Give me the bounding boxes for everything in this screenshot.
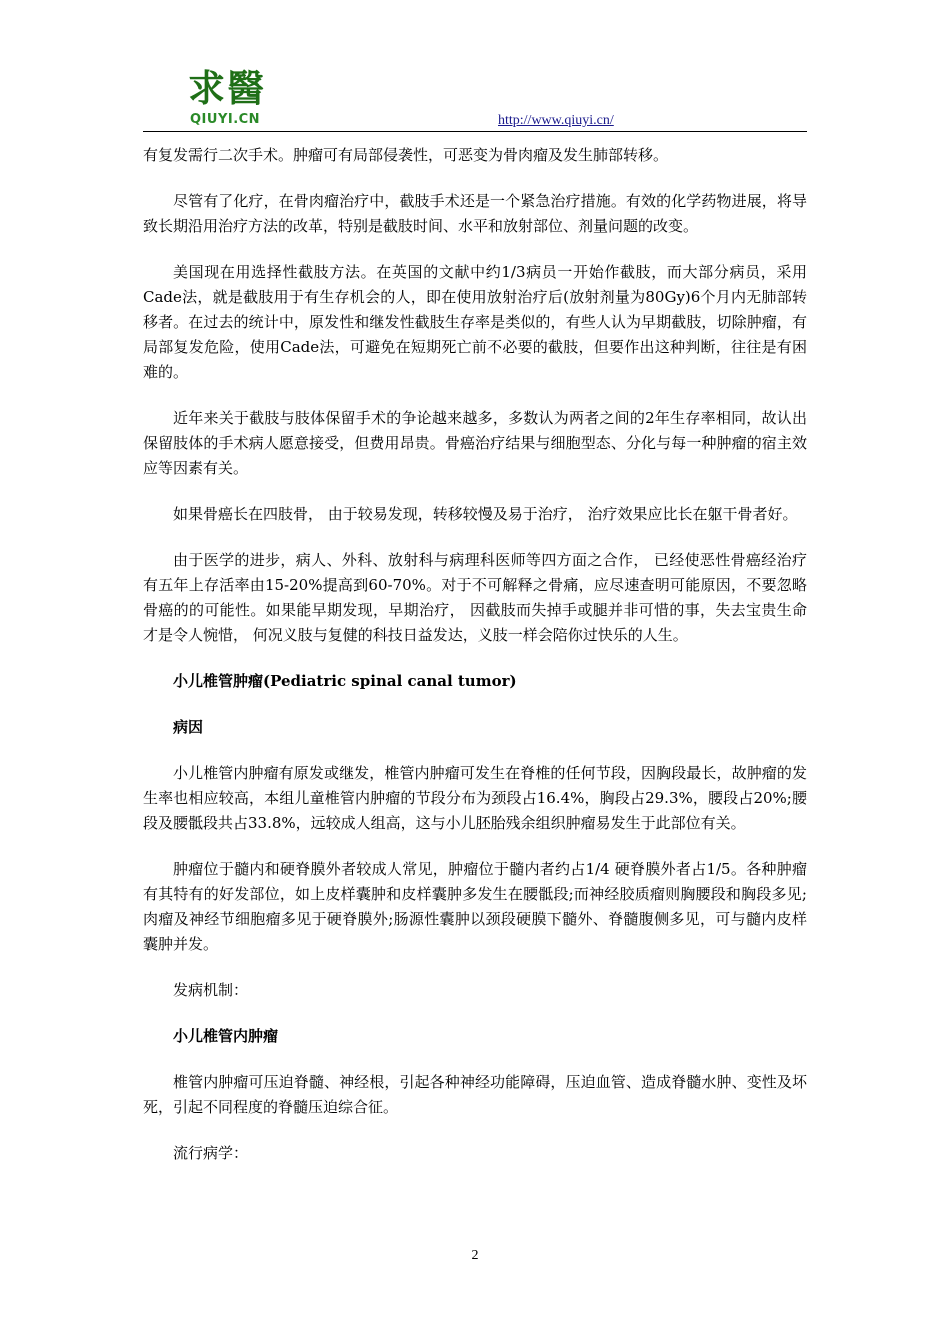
header-divider (143, 131, 807, 132)
logo-latin-text: QIUYI.CN (190, 112, 261, 127)
page-header (143, 58, 807, 134)
section-heading-etiology: 病因 (173, 718, 204, 736)
paragraph-tumor-location: 肿瘤位于髓内和硬脊膜外者较成人常见，肿瘤位于髓内者约占1/4 硬脊膜外者占1/5。各种肿瘤有其特有的好发部位，如上皮样囊肿和皮样囊肿多发生在腰骶段;而神经胶质瘤则胸腰段和胸段多见;肉瘤及神经节细胞瘤多见于硬脊膜外;肠源性囊肿以颈段硬膜下髓外、脊髓腹侧多见，可与髓内皮样囊肿并发。 (143, 860, 807, 953)
paragraph-continuation: 有复发需行二次手术。肿瘤可有局部侵袭性，可恶变为骨肉瘤及发生肺部转移。 (143, 146, 669, 164)
site-url-link[interactable]: http://www.qiuyi.cn/ (498, 113, 614, 128)
paragraph-etiology: 小儿椎管内肿瘤有原发或继发，椎管内肿瘤可发生在脊椎的任何节段，因胸段最长，故肿瘤的发生率也相应较高，本组儿童椎管内肿瘤的节段分布为颈段占16.4%，胸段占29.3%，腰段占20%;腰段及腰骶段共占33.8%，远较成人组高，这与小儿胚胎残余组织肿瘤易发生于此部位有关。 (143, 764, 807, 832)
paragraph-chemotherapy: 尽管有了化疗，在骨肉瘤治疗中，截肢手术还是一个紧急治疗措施。有效的化学药物进展，将导致长期沿用治疗方法的改革，特别是截肢时间、水平和放射部位、剂量问题的改变。 (143, 192, 807, 235)
section-label-pathogenesis: 发病机制： (173, 981, 249, 999)
paragraph-limb-preservation: 近年来关于截肢与肢体保留手术的争论越来越多，多数认为两者之间的2年生存率相同，故认出保留肢体的手术病人愿意接受，但费用昂贵。骨癌治疗结果与细胞型态、分化与每一种肿瘤的宿主效应等因素有关。 (143, 409, 807, 477)
section-label-epidemiology: 流行病学： (173, 1144, 249, 1162)
paragraph-selective-amputation: 美国现在用选择性截肢方法。在英国的文献中约1/3病员一开始作截肢，而大部分病员，采用 Cade法，就是截肢用于有生存机会的人，即在使用放射治疗后(放射剂量为80Gy)6个月内无肺部转移者。在过去的统计中，原发性和继发性截肢生存率是类似的，有些人认为早期截肢，切除肿瘤，有局部复发危险，使用Cade法，可避免在短期死亡前不必要的截肢，但要作出这种判断，往往是有困难的。 (143, 263, 807, 381)
logo-chinese-text: 求醫 (188, 66, 266, 110)
paragraph-pathogenesis: 椎管内肿瘤可压迫脊髓、神经根，引起各种神经功能障碍，压迫血管、造成脊髓水肿、变性及坏死，引起不同程度的脊髓压迫综合征。 (143, 1073, 807, 1116)
page-number: 2 (471, 1248, 479, 1263)
qiuyi-logo[interactable] (188, 66, 280, 130)
section-heading-intraspinal-tumor: 小儿椎管内肿瘤 (173, 1027, 279, 1045)
section-heading-pediatric-tumor: 小儿椎管肿瘤(Pediatric spinal canal tumor) (173, 672, 517, 690)
paragraph-limb-location: 如果骨癌长在四肢骨， 由于较易发现，转移较慢及易于治疗， 治疗效果应比长在躯干骨者好。 (173, 505, 798, 523)
paragraph-medical-progress: 由于医学的进步，病人、外科、放射科与病理科医师等四方面之合作， 已经使恶性骨癌经治疗有五年上存活率由15-20%提高到60-70%。对于不可解释之骨痛，应尽速查明可能原因，不要忽略骨癌的的可能性。如果能早期发现，早期治疗， 因截肢而失掉手或腿并非可惜的事，失去宝贵生命才是令人惋惜， 何况义肢与复健的科技日益发达，义肢一样会陪你过快乐的人生。 (143, 551, 807, 644)
document-body (143, 143, 807, 1187)
